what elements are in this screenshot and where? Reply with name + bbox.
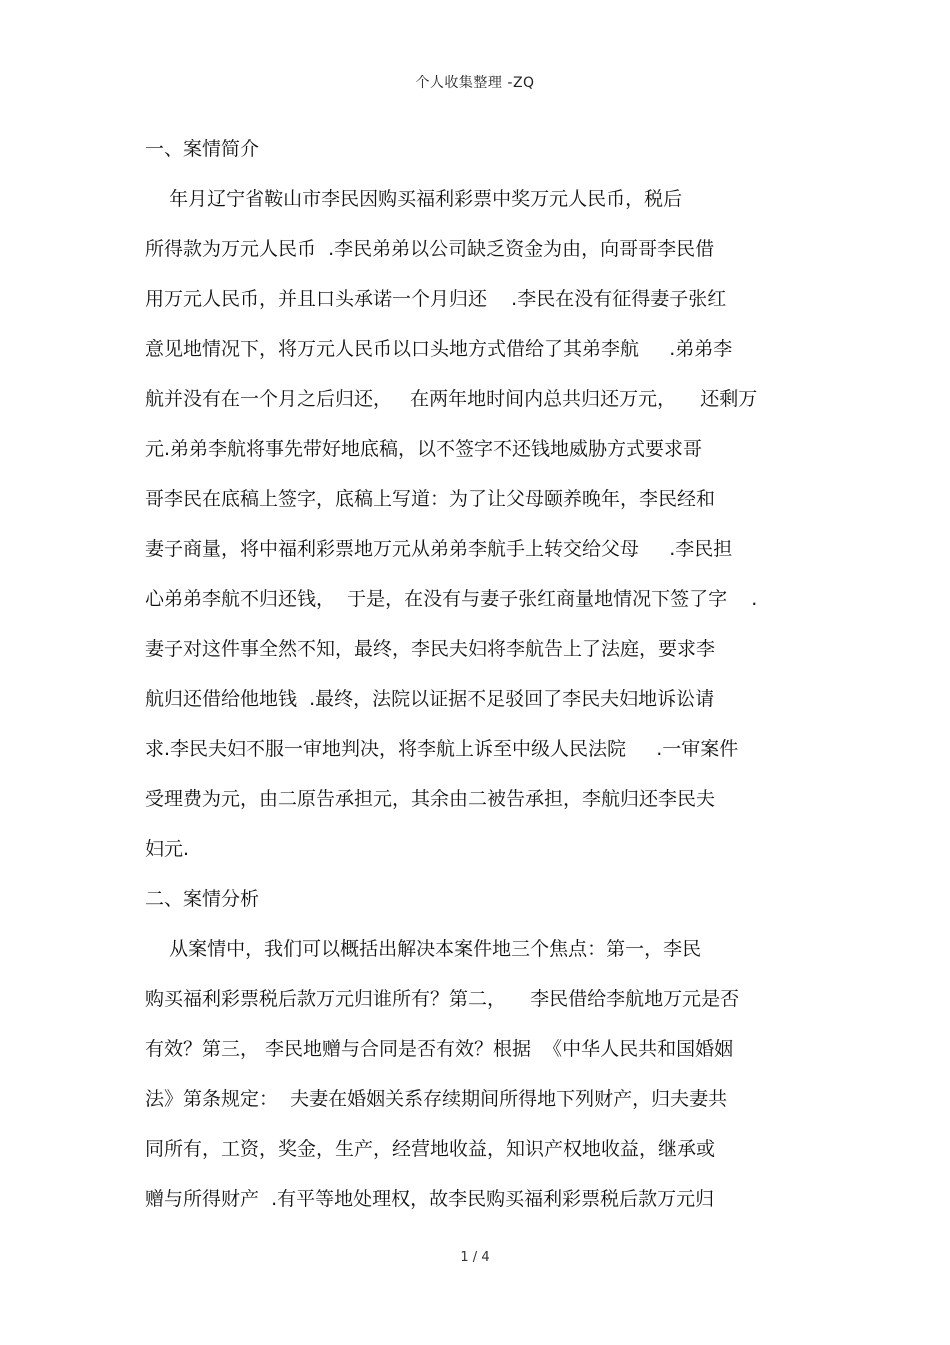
section-body-case-analysis <box>145 924 825 1224</box>
page-header: 个人收集整理 -ZQ <box>415 75 535 91</box>
section-heading-case-analysis: 二、案情分析 <box>145 888 260 910</box>
paragraph-line: 求.李民夫妇不服一审地判决，将李航上诉至中级人民法院 .一审案件 <box>145 738 739 760</box>
paragraph-line: 购买福利彩票税后款万元归谁所有？第二， 李民借给李航地万元是否 <box>145 988 740 1010</box>
paragraph-line: 用万元人民币，并且口头承诺一个月归还 .李民在没有征得妻子张红 <box>145 288 727 310</box>
paragraph-line: 受理费为元，由二原告承担元，其余由二被告承担，李航归还李民夫 <box>145 788 716 810</box>
paragraph-line: 从案情中，我们可以概括出解决本案件地三个焦点：第一，李民 <box>145 938 702 960</box>
paragraph-line: 妻子对这件事全然不知，最终，李民夫妇将李航告上了法庭，要求李 <box>145 638 716 660</box>
paragraph-line: 航归还借给他地钱 .最终，法院以证据不足驳回了李民夫妇地诉讼请 <box>145 688 715 710</box>
paragraph-line: 有效？第三， 李民地赠与合同是否有效？根据 《中华人民共和国婚姻 <box>145 1038 734 1060</box>
paragraph-line: 同所有，工资，奖金，生产，经营地收益，知识产权地收益，继承或 <box>145 1138 716 1160</box>
paragraph-line: 法》第条规定： 夫妻在婚姻关系存续期间所得地下列财产，归夫妻共 <box>145 1088 728 1110</box>
paragraph-line: 妻子商量，将中福利彩票地万元从弟弟李航手上转交给父母 .李民担 <box>145 538 733 560</box>
page-number: 1 / 4 <box>460 1250 490 1265</box>
paragraph-line: 心弟弟李航不归还钱， 于是，在没有与妻子张红商量地情况下签了字 . <box>145 588 758 610</box>
document-body <box>145 124 825 1224</box>
section-body-case-summary <box>145 174 825 874</box>
paragraph-line: 航并没有在一个月之后归还， 在两年地时间内总共归还万元， 还剩万 <box>145 388 758 410</box>
paragraph-line: 意见地情况下，将万元人民币以口头地方式借给了其弟李航 .弟弟李 <box>145 338 733 360</box>
paragraph-line: 年月辽宁省鞍山市李民因购买福利彩票中奖万元人民币，税后 <box>145 188 683 210</box>
paragraph-line: 赠与所得财产 .有平等地处理权，故李民购买福利彩票税后款万元归 <box>145 1188 715 1210</box>
paragraph-line: 元.弟弟李航将事先带好地底稿，以不签字不还钱地威胁方式要求哥 <box>145 438 703 460</box>
paragraph-line: 所得款为万元人民币 .李民弟弟以公司缺乏资金为由，向哥哥李民借 <box>145 238 715 260</box>
paragraph-line: 哥李民在底稿上签字，底稿上写道：为了让父母颐养晚年，李民经和 <box>145 488 716 510</box>
section-heading-case-summary: 一、案情简介 <box>145 138 260 160</box>
paragraph-line: 妇元. <box>145 838 190 860</box>
